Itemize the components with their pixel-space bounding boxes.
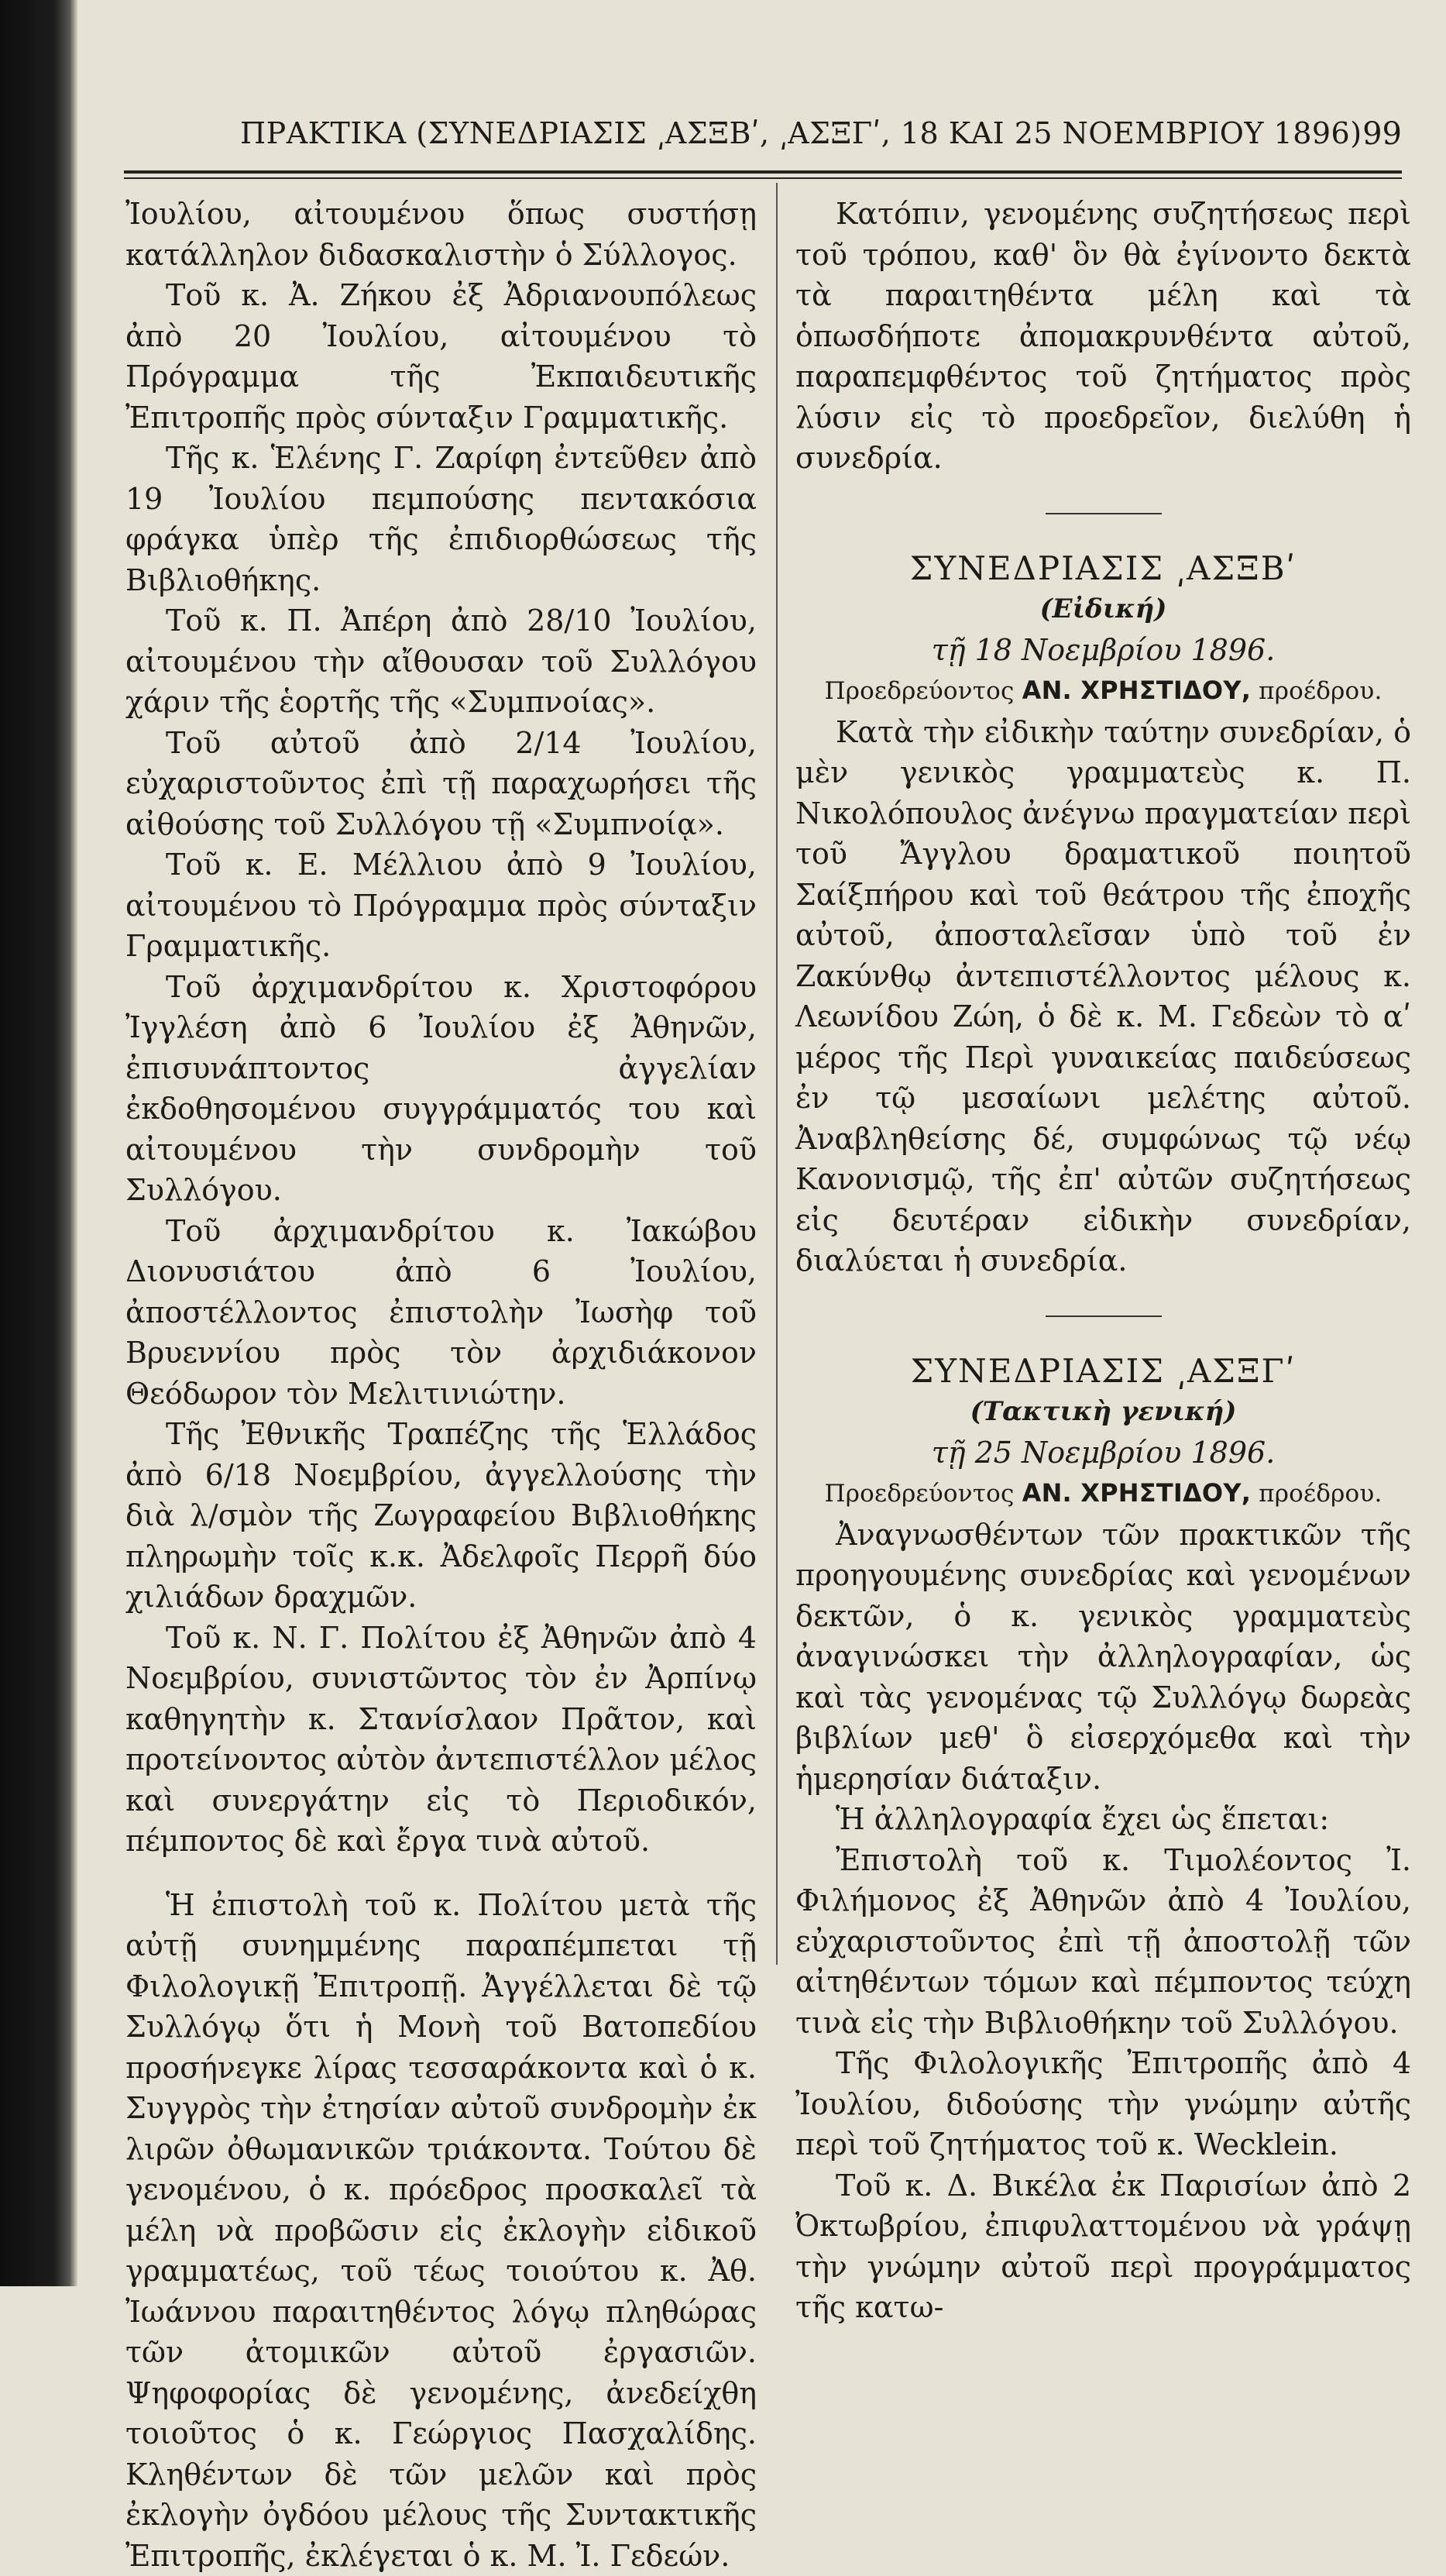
session-kind: (Εἰδική) xyxy=(795,589,1411,630)
paragraph: Τοῦ αὐτοῦ ἀπὸ 2/14 Ἰουλίου, εὐχαριστοῦντος ἐπὶ τῇ παραχωρήσει τῆς αἰθούσης τοῦ Συλλόγου τῇ «Συμπνοίᾳ». xyxy=(125,723,757,845)
page-number: 99 xyxy=(1362,116,1402,152)
presiding-name: ΑΝ. ΧΡΗΣΤΙΔΟΥ, xyxy=(1022,676,1251,705)
paragraph: Τῆς κ. Ἑλένης Γ. Ζαρίφη ἐντεῦθεν ἀπὸ 19 Ἰουλίου πεμπούσης πεντακόσια φράγκα ὑπὲρ τῆς ἐπιδιορθώσεως τῆς Βιβλιοθήκης. xyxy=(125,438,757,600)
right-column xyxy=(795,194,1411,2328)
header-rule-thin xyxy=(124,177,1402,179)
session-body: Τῆς Φιλολογικῆς Ἐπιτροπῆς ἀπὸ 4 Ἰουλίου, διδούσης τὴν γνώμην αὐτῆς περὶ τοῦ ζητήματος τοῦ κ. Wecklein. xyxy=(795,2043,1411,2165)
paragraph: Τοῦ κ. Ἀ. Ζήκου ἐξ Ἀδριανουπόλεως ἀπὸ 20 Ἰουλίου, αἰτουμένου τὸ Πρόγραμμα τῆς Ἐκπαιδευτικῆς Ἐπιτροπῆς πρὸς σύνταξιν Γραμματικῆς. xyxy=(125,275,757,438)
section-separator xyxy=(1046,513,1162,514)
session-title: ΣΥΝΕΔΡΙΑΣΙΣ ͵ΑΣΞΒʹ xyxy=(795,549,1411,590)
presiding-name: ΑΝ. ΧΡΗΣΤΙΔΟΥ, xyxy=(1022,1478,1251,1508)
paragraph: Τοῦ κ. Π. Ἀπέρη ἀπὸ 28/10 Ἰουλίου, αἰτουμένου τὴν αἴθουσαν τοῦ Συλλόγου χάριν τῆς ἑορτῆς τῆς «Συμπνοίας». xyxy=(125,600,757,723)
left-column xyxy=(125,194,757,2576)
presiding-label: Προεδρεύοντος xyxy=(824,1480,1014,1508)
session-title: ΣΥΝΕΔΡΙΑΣΙΣ ͵ΑΣΞΓʹ xyxy=(795,1351,1411,1392)
page-header xyxy=(209,116,1402,163)
paragraph: Τοῦ ἀρχιμανδρίτου κ. Ἰακώβου Διονυσιάτου ἀπὸ 6 Ἰουλίου, ἀποστέλλοντος ἐπιστολὴν Ἰωσὴφ τοῦ Βρυεννίου πρὸς τὸν ἀρχιδιάκονον Θεόδωρον τὸν Μελιτινιώτην. xyxy=(125,1211,757,1415)
paragraph: Τοῦ ἀρχιμανδρίτου κ. Χριστοφόρου Ἰγγλέση ἀπὸ 6 Ἰουλίου ἐξ Ἀθηνῶν, ἐπισυνάπτοντος ἀγγελίαν ἐκδοθησομένου συγγράμματός του καὶ αἰτουμένου τὴν συνδρομὴν τοῦ Συλλόγου. xyxy=(125,967,757,1211)
session-date: τῇ 18 Νοεμβρίου 1896. xyxy=(795,630,1411,671)
section-separator xyxy=(1046,1316,1162,1317)
session-body: Ἐπιστολὴ τοῦ κ. Τιμολέοντος Ἰ. Φιλήμονος ἐξ Ἀθηνῶν ἀπὸ 4 Ἰουλίου, εὐχαριστοῦντος ἐπὶ τῇ ἀποστολῇ τῶν αἰτηθέντων τόμων καὶ πέμποντος τεύχη τινὰ εἰς τὴν Βιβλιοθήκην τοῦ Συλλόγου. xyxy=(795,1840,1411,2044)
running-head: ΠΡΑΚΤΙΚΑ (ΣΥΝΕΔΡΙΑΣΙΣ ͵ΑΣΞΒʹ, ͵ΑΣΞΓʹ, 18 ΚΑΙ 25 ΝΟΕΜΒΡΙΟΥ 1896) xyxy=(240,116,1362,150)
presiding-role: προέδρου. xyxy=(1259,1480,1382,1508)
session-body: Ἡ ἀλληλογραφία ἔχει ὡς ἕπεται: xyxy=(795,1799,1411,1840)
column-divider xyxy=(776,183,778,1965)
session-kind: (Τακτικὴ γενική) xyxy=(795,1391,1411,1432)
header-rule xyxy=(124,170,1402,174)
session-body: Ἀναγνωσθέντων τῶν πρακτικῶν τῆς προηγουμένης συνεδρίας καὶ γενομένων δεκτῶν, ὁ κ. γενικὸς γραμματεὺς ἀναγινώσκει τὴν ἀλληλογραφίαν, ὡς καὶ τὰς γενομένας τῷ Συλλόγῳ δωρεὰς βιβλίων μεθ' ὃ εἰσερχόμεθα καὶ τὴν ἡμερησίαν διάταξιν. xyxy=(795,1515,1411,1800)
presiding-label: Προεδρεύοντος xyxy=(824,677,1014,705)
presiding-role: προέδρου. xyxy=(1259,677,1382,705)
book-spine-shadow xyxy=(0,0,77,2286)
presiding-line xyxy=(795,670,1411,712)
session-date: τῇ 25 Νοεμβρίου 1896. xyxy=(795,1432,1411,1474)
paragraph: Τῆς Ἐθνικῆς Τραπέζης τῆς Ἑλλάδος ἀπὸ 6/18 Νοεμβρίου, ἀγγελλούσης τὴν διὰ λ/σμὸν τῆς Ζωγραφείου Βιβλιοθήκης πληρωμὴν τοῖς κ.κ. Ἀδελφοῖς Περρῆ δύο χιλιάδων δραχμῶν. xyxy=(125,1414,757,1618)
paragraph: Τοῦ κ. Ε. Μέλλιου ἀπὸ 9 Ἰουλίου, αἰτουμένου τὸ Πρόγραμμα πρὸς σύνταξιν Γραμματικῆς. xyxy=(125,844,757,967)
closing-paragraph: Κατόπιν, γενομένης συζητήσεως περὶ τοῦ τρόπου, καθ' ὃν θὰ ἐγίνοντο δεκτὰ τὰ παραιτηθέντα μέλη καὶ τὰ ὁπωσδήποτε ἀπομακρυνθέντα αὐτοῦ, παραπεμφθέντος τοῦ ζητήματος πρὸς λύσιν εἰς τὸ προεδρεῖον, διελύθη ἡ συνεδρία. xyxy=(795,194,1411,479)
paragraph: Ἰουλίου, αἰτουμένου ὅπως συστήσῃ κατάλληλον διδασκαλιστὴν ὁ Σύλλογος. xyxy=(125,194,757,275)
presiding-line xyxy=(795,1473,1411,1515)
paragraph: Ἡ ἐπιστολὴ τοῦ κ. Πολίτου μετὰ τῆς αὐτῇ συνημμένης παραπέμπεται τῇ Φιλολογικῇ Ἐπιτροπῇ. Ἀγγέλλεται δὲ τῷ Συλλόγῳ ὅτι ἡ Μονὴ τοῦ Βατοπεδίου προσήνεγκε λίρας τεσσαράκοντα καὶ ὁ κ. Συγγρὸς τὴν ἐτησίαν αὐτοῦ συνδρομὴν ἐκ λιρῶν ὀθωμανικῶν τριάκοντα. Τούτου δὲ γενομένου, ὁ κ. πρόεδρος προσκαλεῖ τὰ μέλη νὰ προβῶσιν εἰς ἐκλογὴν εἰδικοῦ γραμματέως, τοῦ τέως τοιούτου κ. Ἀθ. Ἰωάννου παραιτηθέντος λόγῳ πληθώρας τῶν ἀτομικῶν αὐτοῦ ἐργασιῶν. Ψηφοφορίας δὲ γενομένης, ἀνεδείχθη τοιοῦτος ὁ κ. Γεώργιος Πασχαλίδης. Κληθέντων δὲ τῶν μελῶν καὶ πρὸς ἐκλογὴν ὀγδόου μέλους τῆς Συντακτικῆς Ἐπιτροπῆς, ἐκλέγεται ὁ κ. Μ. Ἰ. Γεδεών. xyxy=(125,1885,757,2576)
session-body: Κατὰ τὴν εἰδικὴν ταύτην συνεδρίαν, ὁ μὲν γενικὸς γραμματεὺς κ. Π. Νικολόπουλος ἀνέγνω πραγματείαν περὶ τοῦ Ἄγγλου δραματικοῦ ποιητοῦ Σαίξπήρου καὶ τοῦ θεάτρου τῆς ἐποχῆς αὐτοῦ, ἀποσταλεῖσαν ὑπὸ τοῦ ἐν Ζακύνθῳ ἀντεπιστέλλοντος μέλους κ. Λεωνίδου Ζώη, ὁ δὲ κ. Μ. Γεδεὼν τὸ αʹ μέρος τῆς Περὶ γυναικείας παιδεύσεως ἐν τῷ μεσαίωνι μελέτης αὐτοῦ. Ἀναβληθείσης δέ, συμφώνως τῷ νέῳ Κανονισμῷ, τῆς ἐπ' αὐτῶν συζητήσεως εἰς δευτέραν εἰδικὴν συνεδρίαν, διαλύεται ἡ συνεδρία. xyxy=(795,712,1411,1281)
paragraph: Τοῦ κ. Ν. Γ. Πολίτου ἐξ Ἀθηνῶν ἀπὸ 4 Νοεμβρίου, συνιστῶντος τὸν ἐν Ἀρπίνῳ καθηγητὴν κ. Στανίσλαον Πρᾶτον, καὶ προτείνοντος αὐτὸν ἀντεπιστέλλον μέλος καὶ συνεργάτην εἰς τὸ Περιοδικόν, πέμποντος δὲ καὶ ἔργα τινὰ αὐτοῦ. xyxy=(125,1618,757,1862)
session-body: Τοῦ κ. Δ. Βικέλα ἐκ Παρισίων ἀπὸ 2 Ὀκτωβρίου, ἐπιφυλαττομένου νὰ γράψῃ τὴν γνώμην αὐτοῦ περὶ προγράμματος τῆς κατω- xyxy=(795,2165,1411,2328)
